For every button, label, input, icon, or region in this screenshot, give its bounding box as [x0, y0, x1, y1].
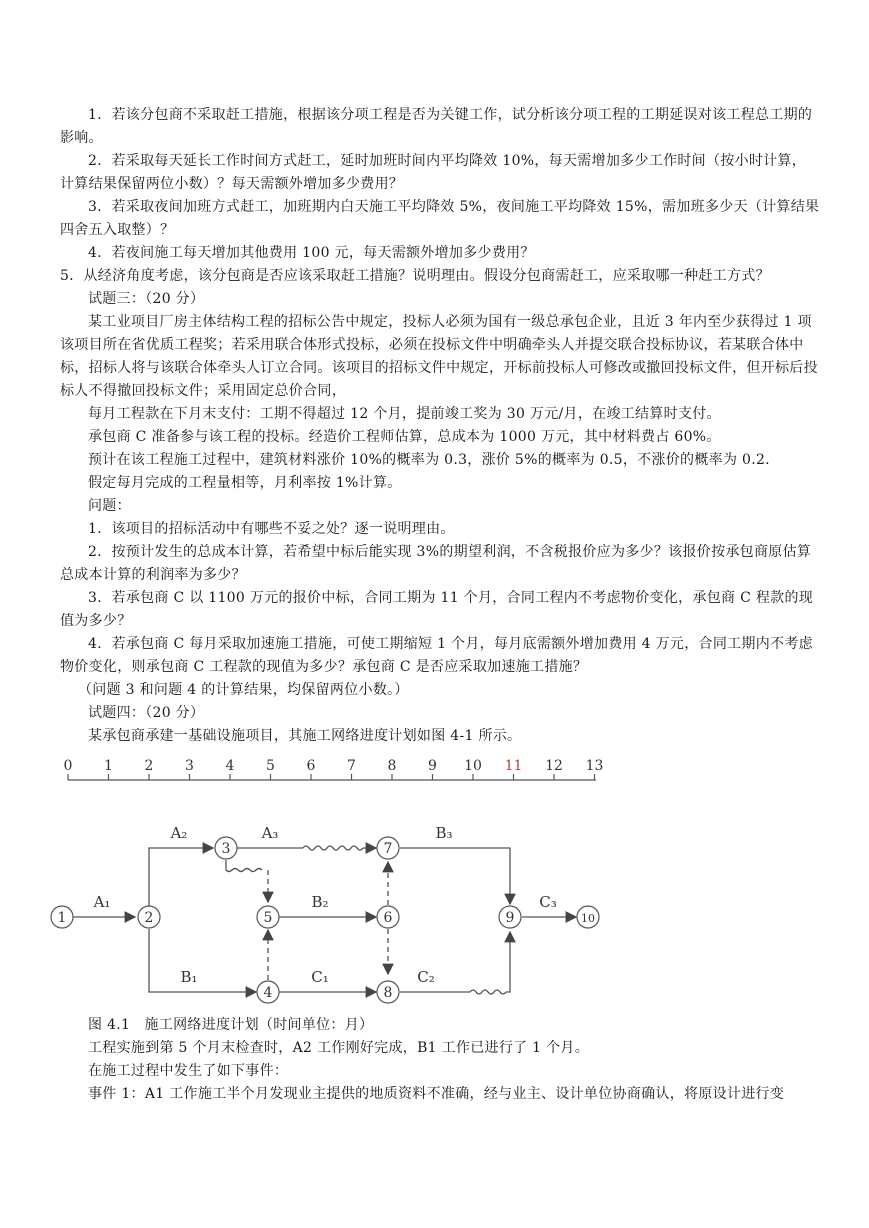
- ask-3: 3．若承包商 C 以 1100 万元的报价中标，合同工期为 11 个月，合同工程内不考虑物价变化，承包商 C 程款的现值为多少？: [60, 590, 814, 629]
- activity-label-b1: B₁: [180, 968, 198, 986]
- node-6: [377, 906, 399, 928]
- scale-tick-label: 5: [266, 758, 275, 774]
- node-4: [257, 981, 279, 1003]
- scale-tick-label: 13: [585, 758, 604, 774]
- scale-tick-label: 1: [104, 758, 113, 774]
- svg-text:3: 3: [221, 841, 231, 857]
- svg-text:5: 5: [263, 910, 273, 926]
- event-1: 事件 1：A1 工作施工半个月发现业主提供的地质资料不准确，经与业主、设计单位协商确认，将原设计进行变: [88, 1086, 785, 1102]
- scale-tick-label: 4: [225, 758, 235, 774]
- section-title-3: 试题三：（20 分）: [88, 291, 205, 307]
- questions-heading: 问题：: [88, 498, 131, 514]
- svg-text:7: 7: [383, 841, 393, 857]
- network-diagram: [48, 752, 608, 1012]
- paragraph-tender-rules: 某工业项目厂房主体结构工程的招标公告中规定，投标人必须为国有一级总承包企业，且近 3 年内至少获得过 1 项该项目所在省优质工程奖；若采用联合体形式投标，必须在投标文件中明确牵头人并提交联合投标协议，若某联合体中标，招标人将与该联合体牵头人订立合同。该项目的招标文件中规定，开标前投标人可修改或撤回投标文件，但开标后投标人不得撤回投标文件；采用固定总价合同，: [60, 314, 818, 399]
- scale-tick-label: 3: [185, 758, 194, 774]
- question-3: 3．若采取夜间加班方式赶工，加班期内白天施工平均降效 5%，夜间施工平均降效 15%，需加班多少天（计算结果四舍五入取整）？: [60, 199, 820, 238]
- paragraph-cost: 承包商 C 准备参与该工程的投标。经造价工程师估算，总成本为 1000 万元，其中材料费占 60%。: [88, 429, 721, 445]
- svg-text:6: 6: [383, 910, 393, 926]
- figure-caption: 图 4.1 施工网络进度计划（时间单位：月）: [88, 1017, 374, 1033]
- node-9: [499, 906, 521, 928]
- question-5: 5．从经济角度考虑，该分包商是否应该采取赶工措施？说明理由。假设分包商需赶工，应采取哪一种赶工方式？: [60, 268, 770, 284]
- activity-label-c3: C₃: [539, 893, 557, 911]
- time-scale: [64, 758, 604, 780]
- node-5: [257, 906, 279, 928]
- node-10: [577, 906, 599, 928]
- paragraph-payment: 每月工程款在下月末支付：工期不得超过 12 个月，提前竣工奖为 30 万元/月，在竣工结算时支付。: [88, 406, 721, 422]
- paragraph-network-intro: 某承包商承建一基础设施项目，其施工网络进度计划如图 4-1 所示。: [88, 728, 522, 744]
- activity-label-c1: C₁: [311, 968, 329, 986]
- question-2: 2．若采取每天延长工作时间方式赶工，延时加班时间内平均降效 10%，每天需增加多少工作时间（按小时计算，计算结果保留两位小数）？每天需额外增加多少费用？: [60, 153, 807, 192]
- scale-tick-label: 0: [63, 758, 73, 774]
- scale-tick-label: 2: [144, 758, 154, 774]
- events-intro: 在施工过程中发生了如下事件：: [88, 1063, 289, 1079]
- activity-label-a3: A₃: [261, 824, 279, 842]
- activity-label-a1: A₁: [93, 893, 111, 911]
- svg-text:10: 10: [581, 912, 595, 925]
- calc-note: （问题 3 和问题 4 的计算结果，均保留两位小数。）: [78, 682, 409, 698]
- section-title-4: 试题四：（20 分）: [88, 705, 205, 721]
- scale-tick-label: 10: [464, 758, 482, 774]
- svg-text:8: 8: [383, 985, 393, 1001]
- check-status: 工程实施到第 5 个月末检查时，A2 工作刚好完成，B1 工作已进行了 1 个月。: [88, 1040, 590, 1056]
- node-8: [377, 981, 399, 1003]
- svg-text:4: 4: [263, 985, 273, 1001]
- svg-text:1: 1: [57, 910, 67, 926]
- scale-tick-label: 11: [504, 758, 523, 774]
- scale-tick-label: 6: [306, 758, 316, 774]
- node-2: [138, 906, 160, 928]
- activity-label-a2: A₂: [170, 824, 188, 842]
- paragraph-probability: 预计在该工程施工过程中，建筑材料涨价 10%的概率为 0.3，涨价 5%的概率为 0.5，不涨价的概率为 0.2.: [88, 452, 770, 468]
- svg-text:9: 9: [505, 910, 515, 926]
- activity-label-b2: B₂: [311, 893, 329, 911]
- ask-4: 4．若承包商 C 每月采取加速施工措施，可使工期缩短 1 个月，每月底需额外增加费用 4 万元，合同工期内不考虑物价变化，则承包商 C 工程款的现值为多少？承包商 C 是否应采取加速施工措施？: [60, 636, 813, 675]
- scale-tick-label: 9: [428, 758, 437, 774]
- scale-tick-label: 7: [347, 758, 356, 774]
- question-4: 4．若夜间施工每天增加其他费用 100 元，每天需额外增加多少费用？: [88, 245, 535, 261]
- node-3: [215, 837, 237, 859]
- question-1: 1．若该分包商不采取赶工措施，根据该分项工程是否为关键工作，试分析该分项工程的工期延误对该工程总工期的影响。: [60, 107, 813, 146]
- activity-label-c2: C₂: [417, 968, 435, 986]
- ask-2: 2．按预计发生的总成本计算，若希望中标后能实现 3%的期望利润，不含税报价应为多少？该报价按承包商原估算总成本计算的利润率为多少？: [60, 544, 812, 583]
- scale-tick-label: 8: [387, 758, 397, 774]
- svg-text:2: 2: [144, 910, 154, 926]
- node-7: [377, 837, 399, 859]
- activity-label-b3: B₃: [435, 824, 453, 842]
- ask-1: 1．该项目的招标活动中有哪些不妥之处？逐一说明理由。: [88, 521, 455, 537]
- paragraph-interest: 假定每月完成的工程量相等，月利率按 1%计算。: [88, 475, 402, 491]
- scale-tick-label: 12: [545, 758, 563, 774]
- node-1: [51, 906, 73, 928]
